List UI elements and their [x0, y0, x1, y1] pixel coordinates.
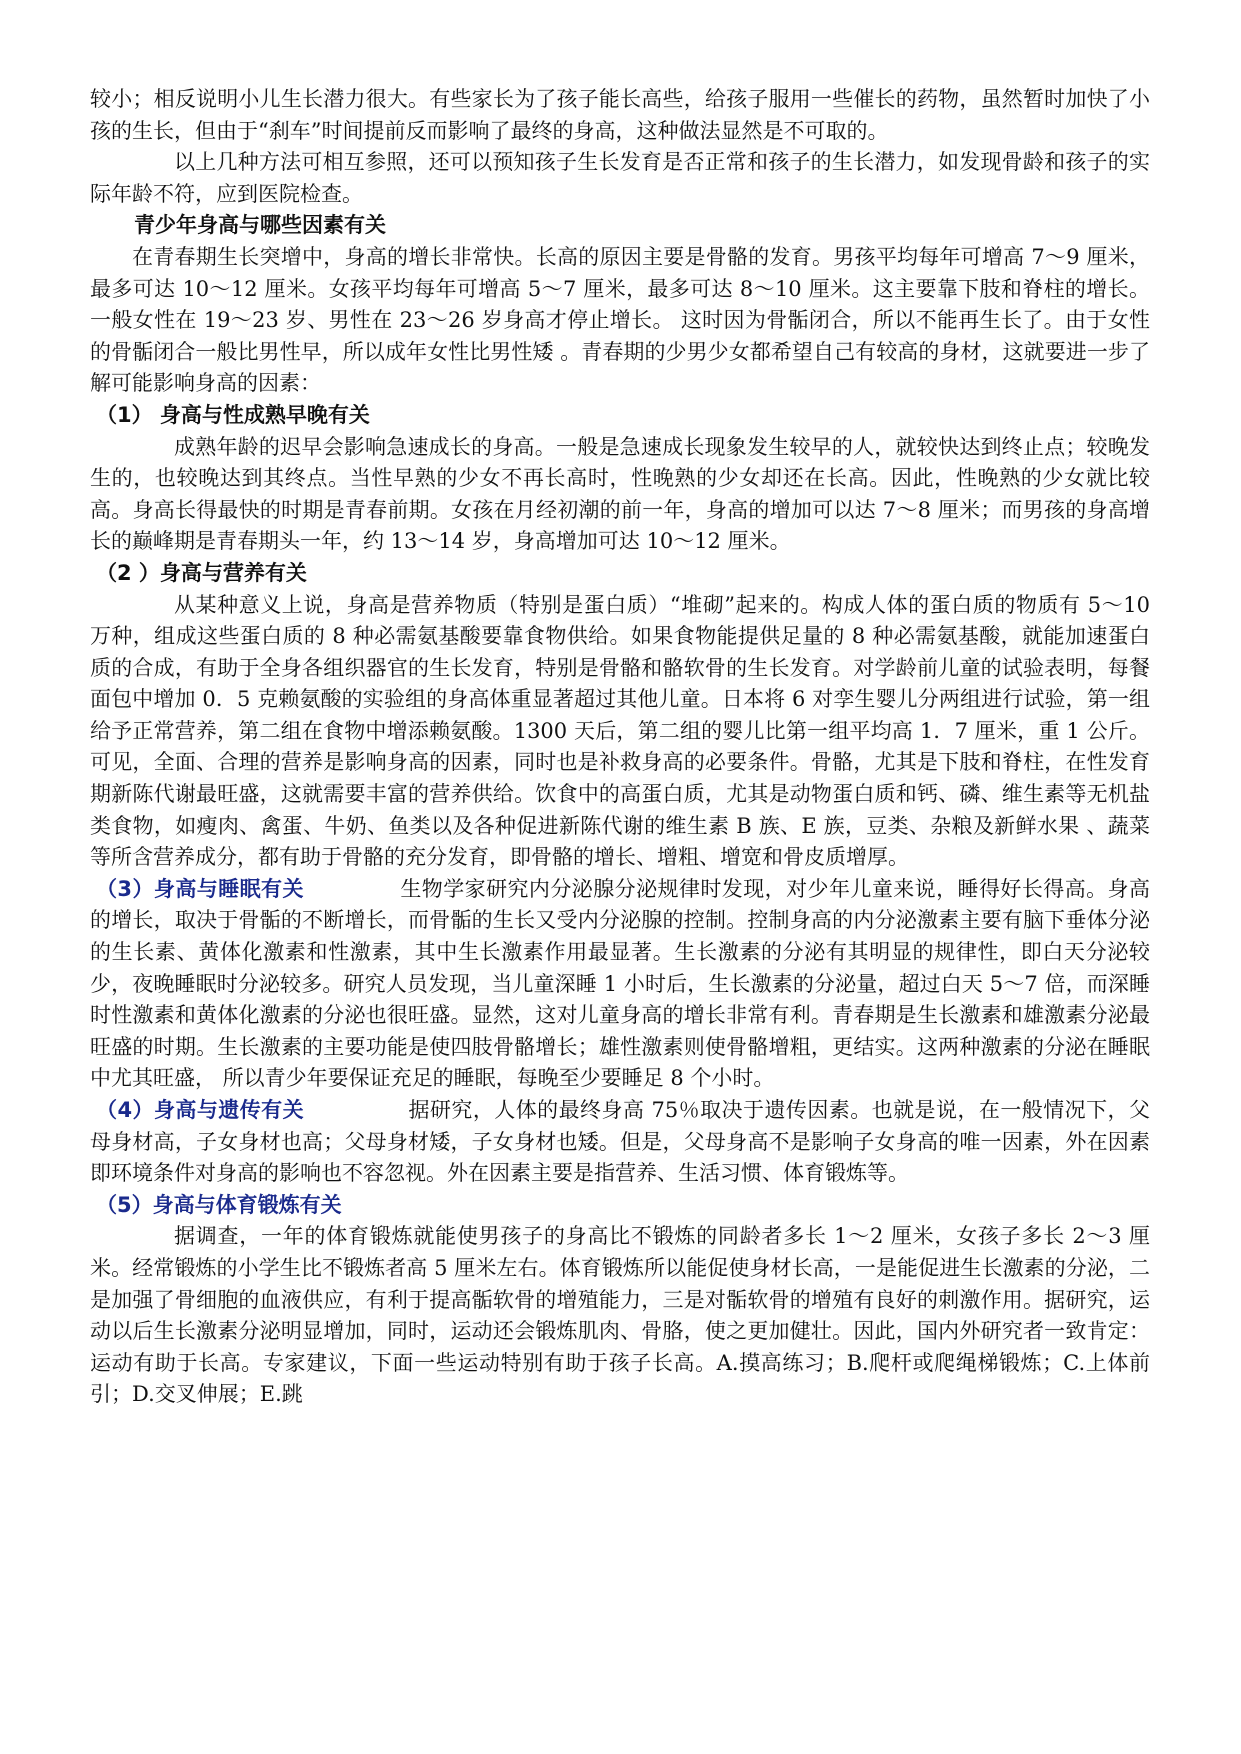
section-5-body: 据调查，一年的体育锻炼就能使男孩子的身高比不锻炼的同龄者多长 1～2 厘米，女孩子多长 2～3 厘米。经常锻炼的小学生比不锻炼者高 5 厘米左右。体育锻炼所以能促使身材长高，一是能促进生长激素的分泌，二是加强了骨细胞的血液供应，有利于提高骺软骨的增殖能力，三是对骺软骨的增殖有良好的刺激作用。据研究，运动以后生长激素分泌明显增加，同时，运动还会锻炼肌肉、骨胳，使之更加健壮。因此，国内外研究者一致肯定：运动有助于长高。专家建议，下面一些运动特别有助于孩子长高。A.摸高练习；B.爬杆或爬绳梯锻炼；C.上体前引；D.交叉伸展；E.跳: [90, 1224, 1150, 1407]
document-page: [90, 84, 1150, 1411]
section-5-heading: （5）身高与体育锻炼有关: [96, 1192, 342, 1217]
intro-paragraph-2: 以上几种方法可相互参照，还可以预知孩子生长发育是否正常和孩子的生长潜力，如发现骨龄和孩子的实际年龄不符，应到医院检查。: [90, 150, 1150, 206]
section-3-paragraph: [90, 874, 1150, 1095]
section-2-body: 从某种意义上说，身高是营养物质（特别是蛋白质）“堆砌”起来的。构成人体的蛋白质的物质有 5～10 万种，组成这些蛋白质的 8 种必需氨基酸要靠食物供给。如果食物能提供足量的 8 种必需氨基酸，就能加速蛋白质的合成，有助于全身各组织器官的生长发育，特别是骨骼和骼软骨的生长发育。对学龄前儿童的试验表明，每餐面包中增加 0．5 克赖氨酸的实验组的身高体重显著超过其他儿童。日本将 6 对孪生婴儿分两组进行试验，第一组给予正常营养，第二组在食物中增添赖氨酸。1300 天后，第二组的婴儿比第一组平均高 1．7 厘米，重 1 公斤。可见，全面、合理的营养是影响身高的因素，同时也是补救身高的必要条件。骨骼，尤其是下肢和脊柱，在性发育期新陈代谢最旺盛，这就需要丰富的营养供给。饮食中的高蛋白质，尤其是动物蛋白质和钙、磷、维生素等无机盐类食物，如瘦肉、禽蛋、牛奶、鱼类以及各种促进新陈代谢的维生素 B 族、E 族，豆类、杂粮及新鲜水果 、蔬菜等所含营养成分，都有助于骨骼的充分发育，即骨骼的增长、增粗、增宽和骨皮质增厚。: [90, 592, 1150, 870]
main-paragraph: 在青春期生长突增中，身高的增长非常快。长高的原因主要是骨骼的发育。男孩平均每年可增高 7～9 厘米，最多可达 10～12 厘米。女孩平均每年可增高 5～7 厘米，最多可达 8～10 厘米。这主要靠下肢和脊柱的增长。一般女性在 19～23 岁、男性在 23～26 岁身高才停止增长。 这时因为骨骺闭合，所以不能再生长了。由于女性的骨骺闭合一般比男性早，所以成年女性比男性矮 。青春期的少男少女都希望自己有较高的身材，这就要进一步了解可能影响身高的因素：: [90, 244, 1150, 396]
section-3-body: 生物学家研究内分泌腺分泌规律时发现，对少年儿童来说，睡得好长得高。身高的增长，取决于骨骺的不断增长，而骨骺的生长又受内分泌腺的控制。控制身高的内分泌激素主要有脑下垂体分泌的生长素、黄体化激素和性激素，其中生长激素作用最显著。生长激素的分泌有其明显的规律性，即白天分泌较少，夜晚睡眠时分泌较多。研究人员发现，当儿童深睡 1 小时后，生长激素的分泌量，超过白天 5～7 倍，而深睡时性激素和黄体化激素的分泌也很旺盛。显然，这对儿童身高的增长非常有利。青春期是生长激素和雄激素分泌最旺盛的时期。生长激素的主要功能是使四肢骨骼增长；雄性激素则使骨骼增粗，更结实。这两种激素的分泌在睡眠中尤其旺盛， 所以青少年要保证充足的睡眠，每晚至少要睡足 8 个小时。: [90, 876, 1150, 1091]
section-4-body: 据研究，人体的最终身高 75％取决于遗传因素。也就是说，在一般情况下，父母身材高，子女身材也高；父母身材矮，子女身材也矮。但是，父母身高不是影响子女身高的唯一因素，外在因素即环境条件对身高的影响也不容忽视。外在因素主要是指营养、生活习惯、体育锻炼等。: [90, 1098, 1150, 1186]
section-2-heading: （2 ）身高与营养有关: [96, 560, 307, 585]
section-title: 青少年身高与哪些因素有关: [134, 213, 386, 238]
section-3-heading: （3）身高与睡眠有关: [96, 876, 304, 901]
section-4-heading: （4）身高与遗传有关: [96, 1098, 305, 1122]
intro-paragraph-1: 较小；相反说明小儿生长潜力很大。有些家长为了孩子能长高些，给孩子服用一些催长的药物，虽然暂时加快了小孩的生长，但由于“刹车”时间提前反而影响了最终的身高，这种做法显然是不可取的。: [90, 87, 1150, 143]
section-1-heading: （1） 身高与性成熟早晚有关: [96, 402, 370, 427]
section-1-body: 成熟年龄的迟早会影响急速成长的身高。一般是急速成长现象发生较早的人，就较快达到终止点；较晚发生的，也较晚达到其终点。当性早熟的少女不再长高时，性晚熟的少女却还在长高。因此，性晚熟的少女就比较高。身高长得最快的时期是青春前期。女孩在月经初潮的前一年，身高的增加可以达 7～8 厘米；而男孩的身高增长的巅峰期是青春期头一年，约 13～14 岁，身高增加可达 10～12 厘米。: [90, 434, 1150, 554]
section-4-paragraph: [90, 1095, 1150, 1190]
